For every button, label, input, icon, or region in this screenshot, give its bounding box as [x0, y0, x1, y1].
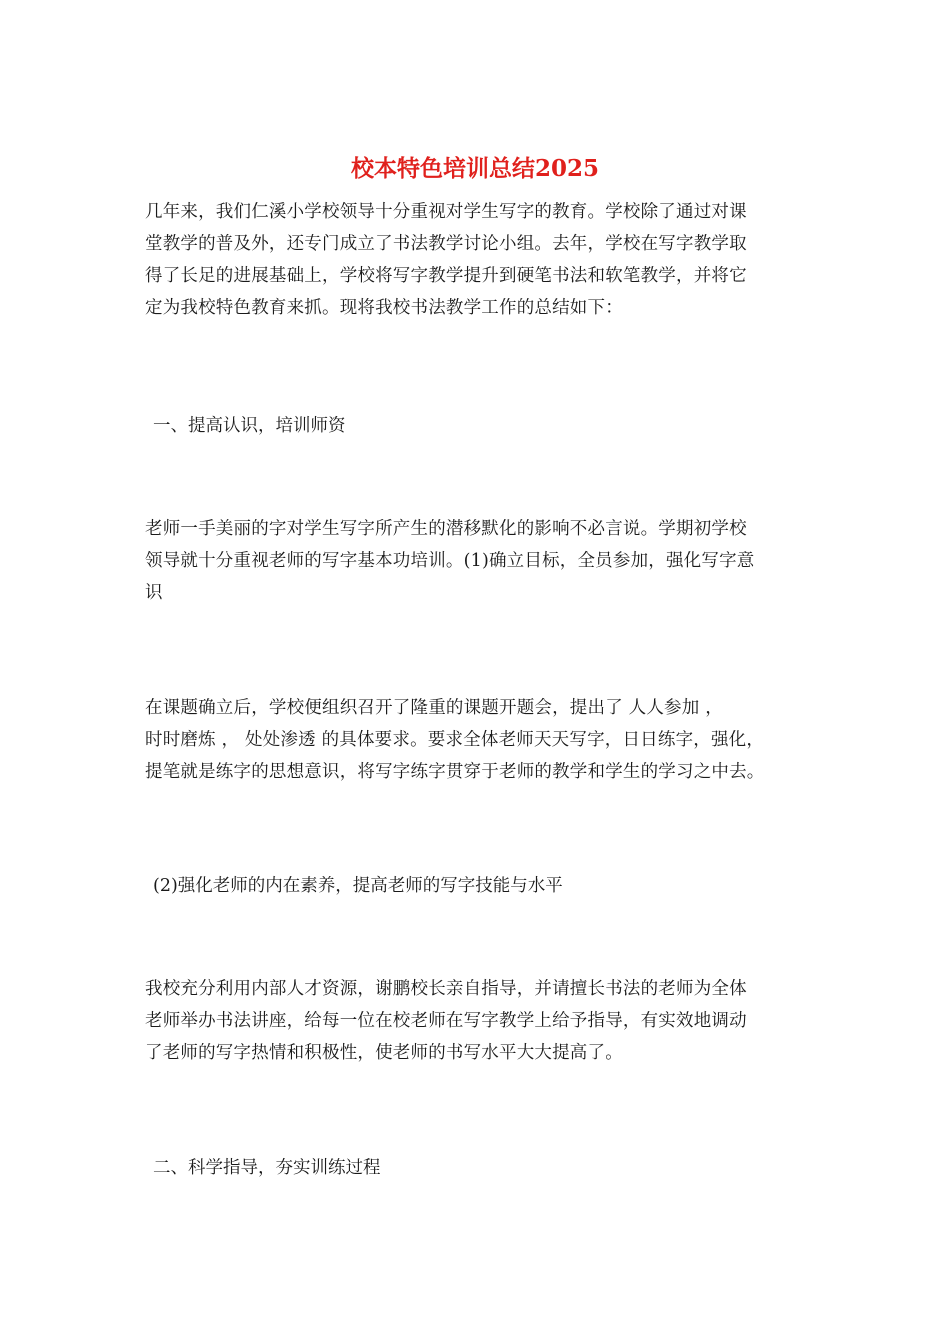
- sub-heading-2: (2)强化老师的内在素养，提高老师的写字技能与水平: [153, 876, 563, 896]
- paragraph-line: 提笔就是练字的思想意识，将写字练字贯穿于老师的教学和学生的学习之中去。: [145, 762, 765, 782]
- paragraph-line: 时时磨炼 ， 处处渗透 的具体要求。要求全体老师天天写字，日日练字，强化，: [145, 730, 765, 750]
- intro-line: 堂教学的普及外，还专门成立了书法教学讨论小组。去年，学校在写字教学取: [145, 234, 747, 254]
- paragraph-line: 老师举办书法讲座，给每一位在校老师在写字教学上给予指导，有实效地调动: [145, 1011, 747, 1031]
- paragraph-3: [145, 973, 810, 1069]
- paragraph-2: [145, 692, 810, 788]
- paragraph-line: 老师一手美丽的字对学生写字所产生的潜移默化的影响不必言说。学期初学校: [145, 519, 747, 539]
- paragraph-line: 了老师的写字热情和积极性，使老师的书写水平大大提高了。: [145, 1043, 623, 1063]
- document-title: 校本特色培训总结2025: [350, 155, 599, 182]
- section-heading-2: 二、科学指导，夯实训练过程: [153, 1158, 381, 1178]
- paragraph-line: 在课题确立后，学校便组织召开了隆重的课题开题会，提出了 人人参加 ，: [145, 698, 723, 718]
- section-heading-1: 一、提高认识，培训师资: [153, 416, 346, 436]
- intro-line: 定为我校特色教育来抓。现将我校书法教学工作的总结如下：: [145, 298, 623, 318]
- paragraph-line: 领导就十分重视老师的写字基本功培训。(1)确立目标，全员参加，强化写字意: [145, 551, 755, 571]
- paragraph-1: [145, 513, 810, 609]
- intro-line: 几年来，我们仁溪小学校领导十分重视对学生写字的教育。学校除了通过对课: [145, 202, 747, 222]
- paragraph-line: 识: [145, 583, 163, 603]
- intro-paragraph: [145, 196, 810, 324]
- paragraph-line: 我校充分利用内部人才资源，谢鹏校长亲自指导，并请擅长书法的老师为全体: [145, 979, 747, 999]
- intro-line: 得了长足的进展基础上，学校将写字教学提升到硬笔书法和软笔教学，并将它: [145, 266, 747, 286]
